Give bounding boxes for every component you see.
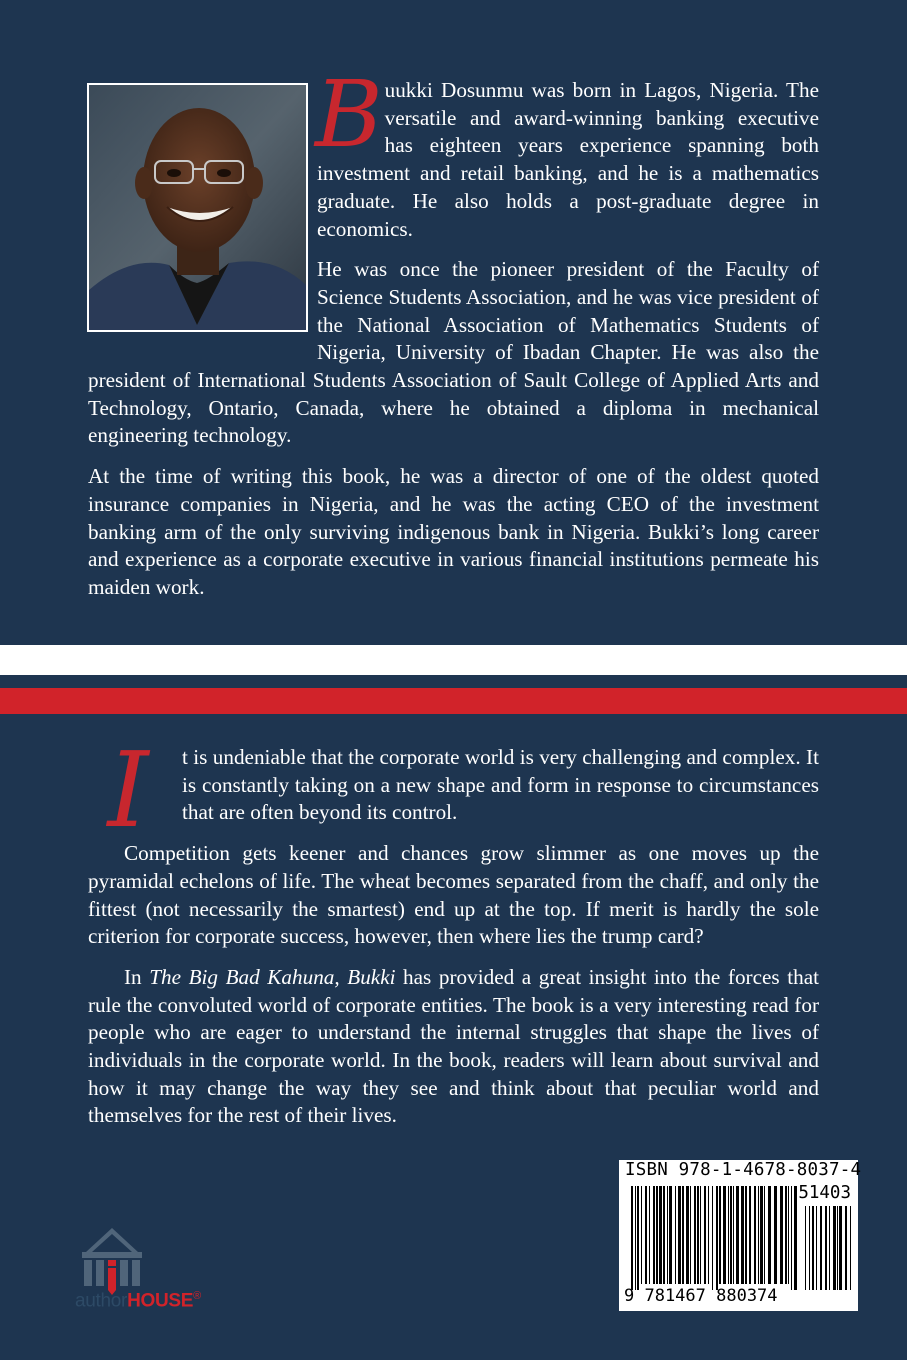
photo-float-spacer (88, 77, 317, 347)
red-divider-band (0, 688, 907, 714)
publisher-name-author: author (75, 1290, 128, 1312)
registered-mark: ® (193, 1290, 201, 1302)
publisher-wordmark (75, 1290, 201, 1312)
blurb-paragraph-3 (88, 964, 819, 1130)
bio-paragraph-2: He was once the pioneer president of the Faculty of Science Students Association, and he was vice president of the National Association of Mathematics Students of Nigeria, University of Ibadan Chapter. He was also the president of International Students Association of Sault College of Applied Arts and Technology, Ontario, Canada, where he obtained a diploma in mechanical engineering technology. (88, 257, 819, 448)
ean-digits: 9 781467 880374 (624, 1286, 778, 1306)
blurb-paragraph-1-text: t is undeniable that the corporate world is very challenging and complex. It is constantly taking on a new shape and form in response to circumstances that are often beyond its control. (182, 745, 819, 825)
book-title-italic: The Big Bad Kahuna, Bukki (149, 964, 396, 989)
author-bio (88, 61, 819, 615)
publisher-name-house: HOUSE (127, 1290, 194, 1312)
bio-paragraph-3: At the time of writing this book, he was a director of one of the oldest quoted insurance companies in Nigeria, and he was the acting CEO of the investment banking arm of the only surviving indigenous bank in Nigeria. Bukki’s long career and experience as a corporate executive in various financial institutions permeate his maiden work. (88, 464, 819, 599)
barcode-panel (619, 1160, 862, 1311)
book-blurb (88, 729, 819, 1143)
isbn-label: ISBN 978-1-4678-8037-4 (625, 1160, 862, 1180)
blurb-paragraph-2: Competition gets keener and chances grow slimmer as one moves up the pyramidal echelons of life. The wheat becomes separated from the chaff, and only the fittest (not necessarily the smartest) end up at the top. If merit is hardly the sole criterion for corporate success, however, then where lies the trump card? (88, 841, 819, 949)
dropcap-i: I (107, 729, 149, 851)
blurb-paragraph-3-text: has provided a great insight into the forces that rule the convoluted world of corporate entities. The book is a very interesting read for people who are eager to understand the internal struggles that shape the lives of individuals in the corporate world. In the book, readers will learn about survival and how it may change the way they see and think about that peculiar world and themselves for the rest of their lives. (88, 964, 819, 1128)
blurb-paragraph-3-lead: In (124, 964, 150, 989)
price-code: 51403 (798, 1183, 851, 1203)
white-divider-band (0, 645, 907, 675)
dropcap-b: B (315, 61, 383, 168)
bio-paragraph-1-text: uukki Dosunmu was born in Lagos, Nigeria. The versatile and award-winning banking executive has eighteen years experience spanning both investment and retail banking, and he is a mathematics graduate. He also holds a post-graduate degree in economics. (317, 78, 819, 241)
blurb-paragraph-1 (88, 729, 819, 851)
